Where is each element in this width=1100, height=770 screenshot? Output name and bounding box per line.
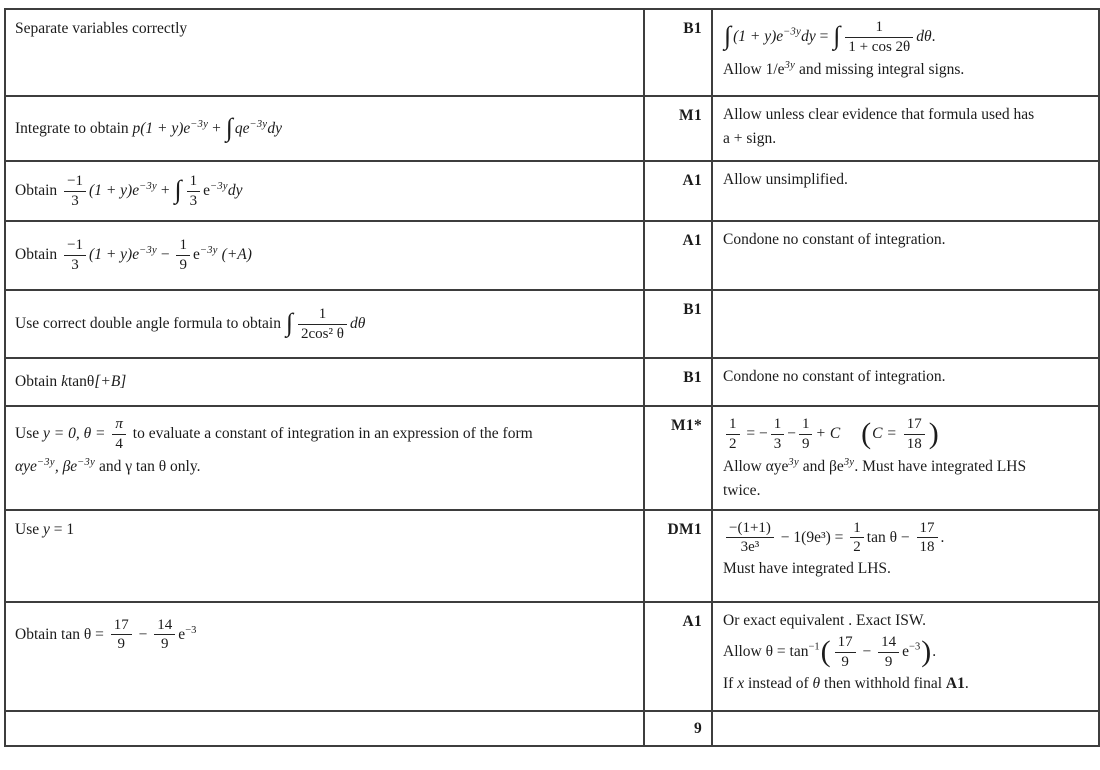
answer-cell xyxy=(5,161,644,221)
answer-text: Separate variables correctly xyxy=(15,20,188,37)
guidance-note: Allow unsimplified. xyxy=(723,171,848,188)
fraction-numerator: 1 xyxy=(726,416,740,435)
fraction-denominator: 9 xyxy=(841,653,849,670)
exponent: −3y xyxy=(139,244,157,256)
answer-text xyxy=(15,455,635,479)
exponent: −3y xyxy=(249,118,268,130)
math-text: . xyxy=(932,643,937,661)
exponent: −3y xyxy=(783,26,802,38)
fraction xyxy=(835,634,856,671)
mark-scheme-table xyxy=(4,8,1100,747)
exponent: −3y xyxy=(77,456,96,468)
answer-text xyxy=(15,172,243,209)
fraction-denominator: 3 xyxy=(71,257,79,273)
fraction xyxy=(154,617,175,654)
guidance-note: Allow unless clear evidence that formula used has xyxy=(723,106,1035,123)
math-text: e xyxy=(178,625,186,643)
mark-label: M1* xyxy=(670,417,702,434)
fraction-numerator: 14 xyxy=(154,617,175,636)
exponent: 3y xyxy=(784,59,796,71)
fraction-denominator: 2 xyxy=(729,435,737,452)
guidance-formula xyxy=(723,17,1090,56)
mark-cell xyxy=(644,406,712,510)
note-text: Allow αye xyxy=(723,457,789,475)
close-paren: ) xyxy=(928,417,939,451)
math-text: − xyxy=(156,246,174,264)
text: to evaluate a constant of integration in an expression of the form xyxy=(128,424,533,442)
mark-label: B1 xyxy=(683,20,702,37)
note-text: Allow 1/e xyxy=(723,60,785,78)
answer-cell xyxy=(5,9,644,96)
note-text: instead of xyxy=(744,674,813,692)
fraction-denominator: 9 xyxy=(161,636,169,653)
fraction-numerator: 1 xyxy=(187,173,201,192)
math-text: = − xyxy=(742,424,768,442)
guidance-formula xyxy=(723,414,1090,453)
mark-cell xyxy=(644,602,712,711)
math-text: − xyxy=(134,625,152,643)
note-text: and missing integral signs. xyxy=(795,60,965,78)
fraction xyxy=(111,617,132,654)
fraction xyxy=(187,173,201,210)
fraction-denominator: 18 xyxy=(906,435,922,452)
note-text: . Must have integrated LHS xyxy=(854,457,1027,475)
math-text: − xyxy=(858,643,876,661)
exponent: −1 xyxy=(808,641,820,653)
math-text: . xyxy=(940,528,945,546)
note-text: and βe xyxy=(798,457,844,475)
guidance-note: twice. xyxy=(723,482,761,500)
fraction-denominator: 9 xyxy=(179,257,187,273)
math-text: (1 + y)e xyxy=(733,27,784,45)
text: and γ tan θ only. xyxy=(95,457,201,475)
mark-label: A1 xyxy=(682,612,702,630)
table-row xyxy=(5,9,1099,96)
math-text: + C xyxy=(815,424,841,442)
math-text: C = xyxy=(872,424,901,442)
integral-icon: ∫ xyxy=(174,174,182,204)
guidance-cell xyxy=(712,602,1099,711)
math-text: αye xyxy=(15,457,37,475)
note-text: . xyxy=(964,674,969,692)
guidance-cell xyxy=(712,358,1099,406)
fraction-denominator: 9 xyxy=(801,435,810,452)
math-text: (1 + y)e xyxy=(140,119,191,137)
guidance-note xyxy=(723,58,1090,82)
exponent: −3y xyxy=(36,456,55,468)
text: Obtain tan θ = xyxy=(15,625,108,643)
fraction-numerator: 17 xyxy=(917,520,938,539)
mark-label: DM1 xyxy=(667,520,702,538)
guidance-note xyxy=(723,673,1090,695)
answer-text xyxy=(15,521,74,538)
integral-icon: ∫ xyxy=(225,112,233,142)
answer-text xyxy=(15,112,283,142)
fraction-numerator: −1 xyxy=(64,237,86,256)
math-text: + xyxy=(208,119,225,137)
math-text: e xyxy=(203,181,210,199)
fraction-denominator: 3 xyxy=(773,435,782,452)
fraction-denominator: 2 xyxy=(853,539,861,556)
guidance-note: a + sign. xyxy=(723,130,777,148)
table-row xyxy=(5,510,1099,602)
math-text: dθ xyxy=(349,314,366,332)
answer-text xyxy=(15,237,252,273)
fraction-denominator: 9 xyxy=(884,653,893,670)
math-text: y = 0, θ = xyxy=(42,424,110,442)
guidance-note xyxy=(723,455,1090,479)
guidance-formula xyxy=(723,518,1090,557)
mark-cell xyxy=(644,510,712,602)
note-text: If xyxy=(723,674,738,692)
table-row xyxy=(5,358,1099,406)
fraction xyxy=(904,416,925,453)
answer-cell xyxy=(5,358,644,406)
fraction xyxy=(771,416,785,453)
fraction-numerator: 17 xyxy=(904,416,925,435)
close-paren: ) xyxy=(921,635,932,669)
math-text: (1 + y)e xyxy=(89,181,140,199)
fraction-numerator: 1 xyxy=(850,520,864,539)
fraction xyxy=(176,237,190,274)
fraction-denominator: 1 + cos 2θ xyxy=(848,38,911,55)
fraction xyxy=(726,520,774,557)
mark-cell xyxy=(644,221,712,290)
math-text: − 1(9e³) = xyxy=(776,528,848,546)
total-marks-cell xyxy=(644,711,712,746)
exponent: 3y xyxy=(788,456,799,468)
math-text: p xyxy=(132,119,141,137)
fraction-numerator: 1 xyxy=(845,19,913,38)
fraction xyxy=(112,416,126,453)
answer-cell xyxy=(5,602,644,711)
table-row xyxy=(5,602,1099,711)
answer-cell xyxy=(5,221,644,290)
answer-cell xyxy=(5,96,644,161)
text: Use xyxy=(15,424,43,442)
math-text: (+A) xyxy=(217,246,252,264)
exponent: −3y xyxy=(190,118,209,130)
fraction-numerator: −1 xyxy=(64,173,86,192)
answer-text xyxy=(15,373,126,390)
text: Obtain xyxy=(15,372,62,390)
guidance-note: Condone no constant of integration. xyxy=(723,231,946,248)
fraction-denominator: 4 xyxy=(115,435,123,452)
fraction xyxy=(64,237,86,274)
mark-label: A1 xyxy=(682,172,702,189)
fraction-numerator: 17 xyxy=(111,617,132,636)
mark-label: B1 xyxy=(683,369,702,386)
fraction xyxy=(878,634,899,671)
table-row xyxy=(5,221,1099,290)
guidance-cell xyxy=(712,711,1099,746)
math-text: + xyxy=(156,181,174,199)
open-paren: ( xyxy=(861,417,872,451)
math-text: dy xyxy=(267,119,283,137)
fraction xyxy=(845,19,913,56)
fraction-denominator: 3e³ xyxy=(740,539,760,556)
math-text: [+B] xyxy=(94,372,127,390)
math-text: y xyxy=(42,520,50,538)
table-row-total xyxy=(5,711,1099,746)
guidance-note: Condone no constant of integration. xyxy=(723,368,946,385)
answer-cell xyxy=(5,711,644,746)
note-text: then withhold final xyxy=(820,674,946,692)
table-row xyxy=(5,406,1099,510)
mark-label: B1 xyxy=(683,301,702,318)
answer-cell xyxy=(5,406,644,510)
guidance-cell xyxy=(712,161,1099,221)
exponent: −3y xyxy=(139,180,157,192)
answer-text xyxy=(15,416,635,453)
mark-cell xyxy=(644,161,712,221)
mark-cell xyxy=(644,290,712,358)
math-text: = xyxy=(815,27,833,45)
math-text: = 1 xyxy=(49,520,75,538)
math-text: tan θ − xyxy=(866,528,914,546)
mark-label: M1 xyxy=(679,107,702,124)
exponent: −3 xyxy=(909,641,921,653)
fraction-numerator: π xyxy=(112,416,126,435)
mark-cell xyxy=(644,96,712,161)
exponent: −3y xyxy=(199,244,218,256)
guidance-note: Must have integrated LHS. xyxy=(723,560,891,578)
fraction-denominator: 2cos² θ xyxy=(301,325,344,342)
integral-icon: ∫ xyxy=(724,20,732,50)
guidance-cell xyxy=(712,406,1099,510)
table-row xyxy=(5,290,1099,358)
guidance-cell xyxy=(712,96,1099,161)
total-marks: 9 xyxy=(693,719,702,737)
answer-text xyxy=(15,305,366,342)
math-text: e xyxy=(902,643,910,661)
fraction xyxy=(799,416,813,453)
fraction xyxy=(298,306,347,343)
fraction-numerator: 14 xyxy=(878,634,899,653)
fraction-numerator: 1 xyxy=(799,416,813,435)
math-text: e xyxy=(192,246,200,264)
integral-icon: ∫ xyxy=(285,307,293,337)
math-text: , βe xyxy=(54,457,78,475)
mark-label: A1 xyxy=(682,232,702,249)
fraction xyxy=(850,520,864,557)
exponent: 3y xyxy=(843,456,855,468)
fraction xyxy=(917,520,938,557)
guidance-note: Or exact equivalent . Exact ISW. xyxy=(723,611,927,629)
table-row xyxy=(5,161,1099,221)
mark-reference: A1 xyxy=(945,674,965,692)
text: Use xyxy=(15,520,43,538)
fraction-numerator: −(1+1) xyxy=(726,520,774,539)
math-text: θ xyxy=(812,674,821,692)
text: Obtain xyxy=(15,181,62,199)
guidance-cell xyxy=(712,290,1099,358)
fraction-denominator: 9 xyxy=(117,636,126,653)
integral-icon: ∫ xyxy=(833,20,841,50)
open-paren: ( xyxy=(820,635,831,669)
fraction xyxy=(64,173,86,210)
math-text: x xyxy=(737,674,745,692)
math-text: − xyxy=(787,424,796,442)
exponent: −3 xyxy=(185,624,197,636)
guidance-formula xyxy=(723,634,1090,671)
fraction-numerator: 1 xyxy=(298,306,347,325)
math-text: Allow θ = tan xyxy=(723,643,809,661)
fraction-denominator: 18 xyxy=(919,539,935,556)
fraction-numerator: 1 xyxy=(176,237,190,256)
answer-cell xyxy=(5,290,644,358)
text: Integrate to obtain xyxy=(15,119,133,137)
math-text: dθ xyxy=(916,27,932,45)
mark-cell xyxy=(644,9,712,96)
fraction-numerator: 17 xyxy=(835,634,856,653)
math-text: dy xyxy=(227,181,243,199)
fraction-denominator: 3 xyxy=(71,192,79,209)
text: Obtain xyxy=(15,246,62,264)
table-row xyxy=(5,96,1099,161)
math-text: . xyxy=(931,27,936,45)
guidance-cell xyxy=(712,9,1099,96)
answer-text xyxy=(15,616,197,653)
text: Use correct double angle formula to obtain xyxy=(15,314,285,332)
answer-cell xyxy=(5,510,644,602)
math-text: k xyxy=(61,372,68,390)
math-text: dy xyxy=(801,27,816,45)
mark-cell xyxy=(644,358,712,406)
fraction-numerator: 1 xyxy=(771,416,785,435)
math-text: qe xyxy=(234,119,250,137)
math-text: tanθ xyxy=(67,372,95,390)
fraction xyxy=(726,416,740,453)
fraction-denominator: 3 xyxy=(189,192,198,209)
guidance-cell xyxy=(712,221,1099,290)
math-text: (1 + y)e xyxy=(89,246,140,264)
guidance-cell xyxy=(712,510,1099,602)
exponent: −3y xyxy=(210,180,228,192)
